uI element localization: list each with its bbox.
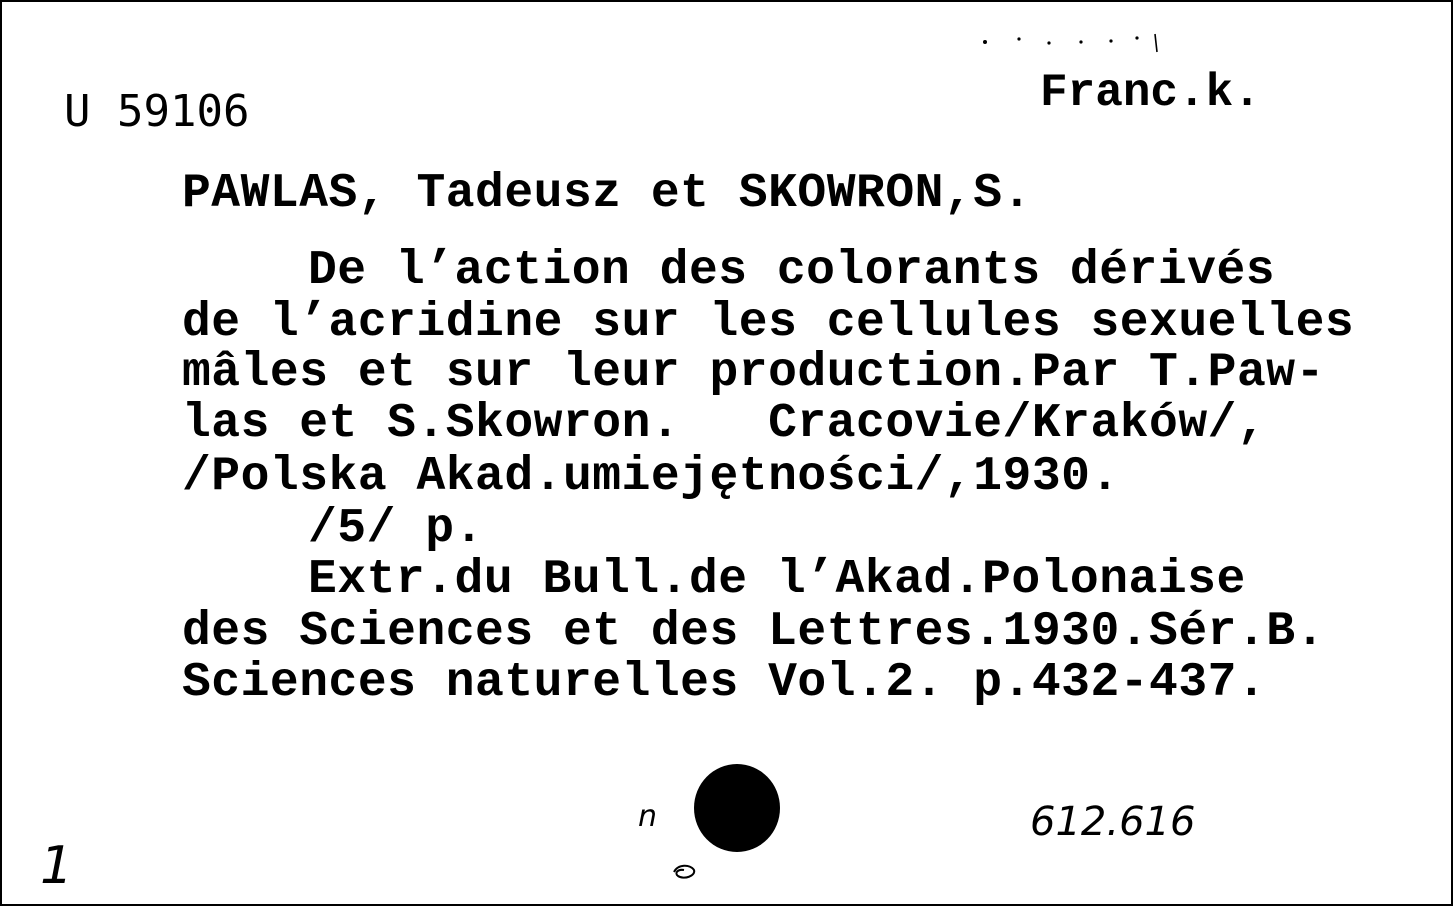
language-code: Franc.k. [1040, 67, 1261, 119]
title-line-1: De l’action des colorants dérivés [308, 244, 1276, 298]
punch-hole [694, 764, 780, 852]
copy-count: 1 [40, 836, 74, 896]
call-number: U 59106 [64, 86, 250, 137]
pencil-mark-decoration [670, 860, 700, 882]
udc-classification: 612.616 [1030, 799, 1196, 845]
title-line-3: mâles et sur leur production.Par T.Paw- [182, 346, 1325, 400]
author-line: PAWLAS, Tadeusz et SKOWRON,S. [182, 167, 1032, 221]
imprint-line-2: /Polska Akad.umiejętności/,1930. [182, 450, 1120, 504]
note-line-1: Extr.du Bull.de l’Akad.Polonaise [308, 553, 1246, 607]
handwritten-mark: n [638, 799, 658, 834]
note-line-2: des Sciences et des Lettres.1930.Sér.B. [182, 605, 1325, 659]
note-line-3: Sciences naturelles Vol.2. p.432-437. [182, 656, 1267, 710]
ink-specks-decoration [977, 30, 1177, 54]
title-line-2: de l’acridine sur les cellules sexuelles [182, 296, 1355, 350]
imprint-line-1: las et S.Skowron. Cracovie/Kraków/, [182, 397, 1267, 451]
pagination-line: /5/ p. [308, 502, 484, 556]
